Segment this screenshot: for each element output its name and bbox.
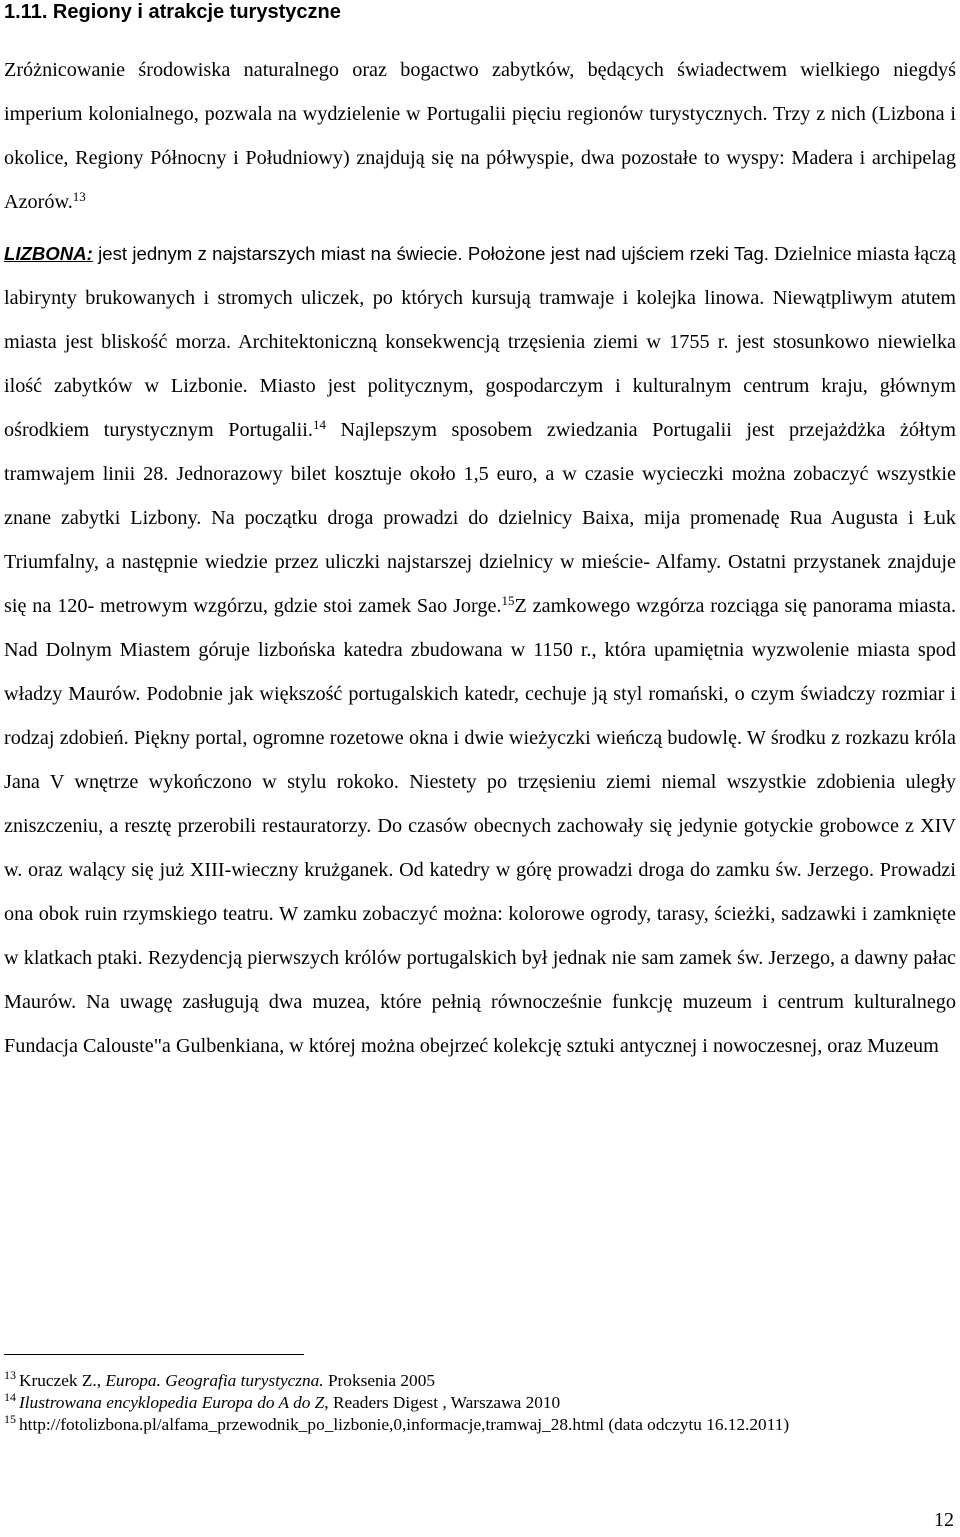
- footnote-item: [4, 1414, 904, 1436]
- footnote-rest: , Readers Digest , Warszawa 2010: [324, 1393, 561, 1412]
- footnote-title: Ilustrowana encyklopedia Europa do A do Z: [19, 1393, 325, 1412]
- intro-text: Zróżnicowanie środowiska naturalnego oraz bogactwo zabytków, będących świadectwem wielkiego niegdyś imperium kolonialnego, pozwala na wydzielenie w Portugalii pięciu regionów turystycznych. Trzy z nich (Lizbona i okolice, Regiony Północny i Południowy) znajdują się na półwyspie, dwa pozostałe to wyspy: Madera i archipelag Azorów.: [4, 59, 956, 213]
- footnote-number: 13: [4, 1368, 16, 1383]
- intro-paragraph: [4, 48, 956, 224]
- footnote-ref-14[interactable]: 14: [312, 416, 326, 432]
- footnote-ref-15[interactable]: 15: [501, 592, 515, 608]
- footnote-number: 14: [4, 1390, 16, 1405]
- footnote-title: Europa. Geografia turystyczna.: [105, 1371, 324, 1390]
- lisbon-text-b: Najlepszym sposobem zwiedzania Portugalii jest przejażdżka żółtym tramwajem linii 28. Jednorazowy bilet kosztuje około 1,5 euro, a w czasie wycieczki można zobaczyć wszystkie znane zabytki Lizbony. Na początku droga prowadzi do dzielnicy Baixa, mija promenadę Rua Augusta i Łuk Triumfalny, a następnie wiedzie przez uliczki najstarszej dzielnicy w mieście- Alfamy. Ostatni przystanek znajduje się na 120- metrowym wzgórzu, gdzie stoi zamek Sao Jorge.: [4, 419, 956, 617]
- section-heading: 1.11. Regiony i atrakcje turystyczne: [4, 1, 341, 23]
- lisbon-text-a: Dzielnice miasta łączą labirynty brukowanych i stromych uliczek, po których kursują tramwaje i kolejka linowa. Niewątpliwym atutem miasta jest bliskość morza. Architektoniczną konsekwencją trzęsienia ziemi w 1755 r. jest stosunkowo niewielka ilość zabytków w Lizbonie. Miasto jest politycznym, gospodarczym i kulturalnym centrum kraju, głównym ośrodkiem turystycznym Portugalii.: [4, 243, 956, 441]
- lisbon-paragraph: [4, 232, 956, 1068]
- footnote-divider: [4, 1354, 304, 1355]
- footnotes-list: [4, 1370, 904, 1436]
- footnote-item: [4, 1392, 904, 1414]
- lisbon-lead: LIZBONA:: [4, 243, 93, 264]
- footnote-item: [4, 1370, 904, 1392]
- lisbon-intro-text: jest jednym z najstarszych miast na świecie. Położone jest nad ujściem rzeki Tag.: [92, 243, 769, 264]
- footnote-number: 15: [4, 1412, 16, 1427]
- footnote-author: Kruczek Z.,: [19, 1371, 106, 1390]
- footnote-link[interactable]: http://fotolizbona.pl/alfama_przewodnik_po_lizbonie,0,informacje,tramwaj_28.html (data odczytu 16.12.2011): [19, 1415, 790, 1434]
- footnote-ref-13[interactable]: 13: [72, 188, 86, 204]
- page-number: 12: [934, 1509, 954, 1531]
- footnote-rest: Proksenia 2005: [323, 1371, 435, 1390]
- lisbon-text-c: Z zamkowego wzgórza rozciąga się panorama miasta. Nad Dolnym Miastem góruje lizbońska katedra zbudowana w 1150 r., która upamiętnia wyzwolenie miasta spod władzy Maurów. Podobnie jak większość portugalskich katedr, cechuje ją styl romański, o czym świadczy rozmiar i rodzaj zdobień. Piękny portal, ogromne rozetowe okna i dwie wieżyczki wieńczą budowlę. W środku z rozkazu króla Jana V wnętrze wykończono w stylu rokoko. Niestety po trzęsieniu ziemi niemal wszystkie zdobienia uległy zniszczeniu, a resztę przerobili restauratorzy. Do czasów obecnych zachowały się jedynie gotyckie grobowce z XIV w. oraz walący się już XIII-wieczny krużganek. Od katedry w górę prowadzi droga do zamku św. Jerzego. Prowadzi ona obok ruin rzymskiego teatru. W zamku zobaczyć można: kolorowe ogrody, tarasy, ścieżki, sadzawki i zamknięte w klatkach ptaki. Rezydencją pierwszych królów portugalskich był jednak nie sam zamek św. Jerzego, a dawny pałac Maurów. Na uwagę zasługują dwa muzea, które pełnią równocześnie funkcję muzeum i centrum kulturalnego Fundacja Calouste"a Gulbenkiana, w której można obejrzeć kolekcję sztuki antycznej i nowoczesnej, oraz Muzeum: [4, 595, 956, 1057]
